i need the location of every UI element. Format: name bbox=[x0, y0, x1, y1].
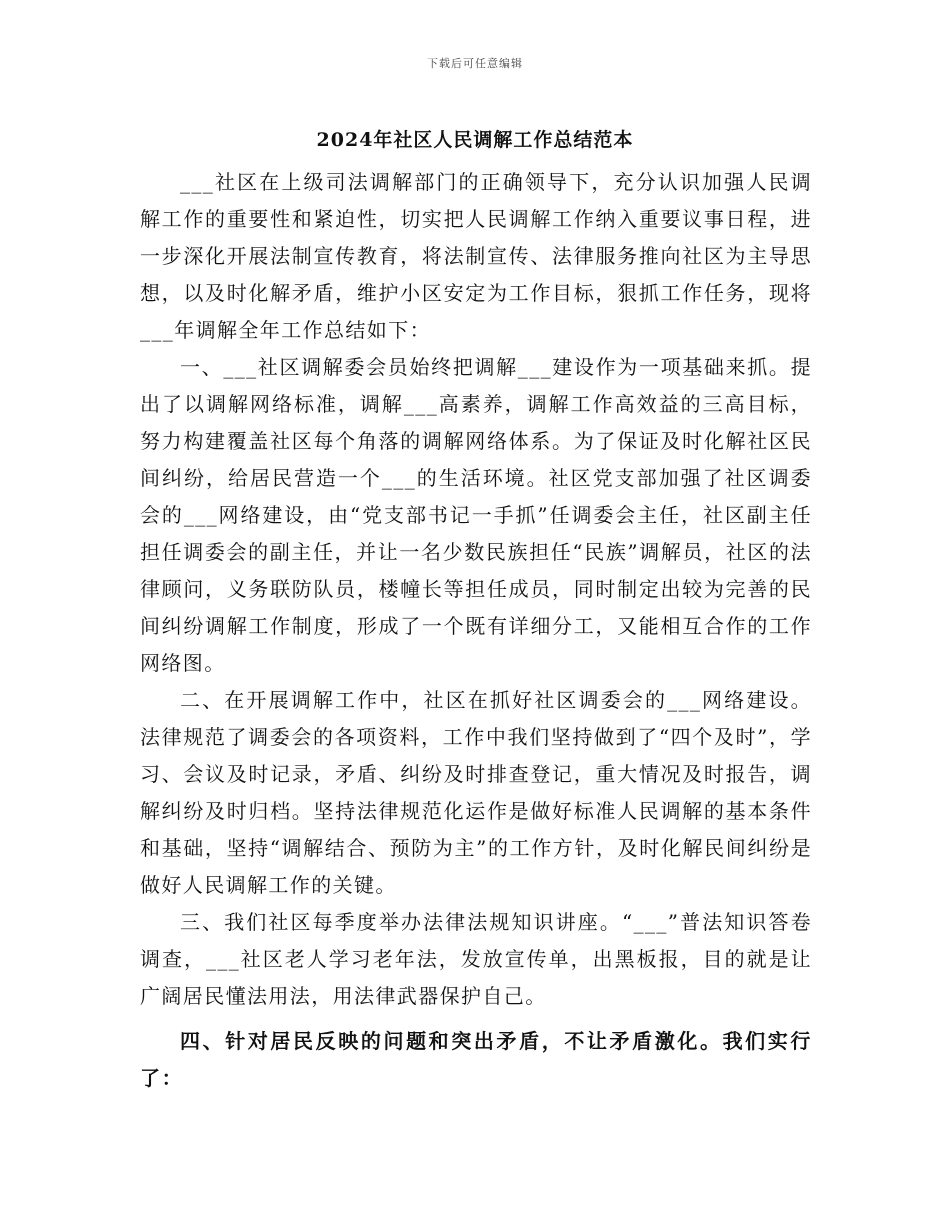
paragraph-section-3: 三、我们社区每季度举办法律法规知识讲座。“___”普法知识答卷调查，___社区老人学习老年法，发放宣传单，出黑板报，目的就是让广阔居民懂法用法，用法律武器保护自己。 bbox=[140, 910, 812, 1008]
document-title: 2024年社区人民调解工作总结范本 bbox=[316, 129, 634, 151]
paragraph-section-4-heading: 四、针对居民反映的问题和突出矛盾，不让矛盾激化。我们实行了： bbox=[140, 1029, 812, 1090]
paragraph-section-1: 一、___社区调解委会员始终把调解___建设作为一项基础来抓。提出了以调解网络标准，调解___高素养，调解工作高效益的三高目标，努力构建覆盖社区每个角落的调解网络体系。为了保证及时化解社区民间纠纷，给居民营造一个___的生活环境。社区党支部加强了社区调委会的___网络建设，由“党支部书记一手抓”任调委会主任，社区副主任担任调委会的副主任，并让一名少数民族担任“民族”调解员，社区的法律顾问，义务联防队员，楼幢长等担任成员，同时制定出较为完善的民间纠纷调解工作制度，形成了一个既有详细分工，又能相互合作的工作网络图。 bbox=[140, 355, 812, 675]
document-body bbox=[140, 164, 812, 1097]
paragraph-intro: ___社区在上级司法调解部门的正确领导下，充分认识加强人民调解工作的重要性和紧迫性，切实把人民调解工作纳入重要议事日程，进一步深化开展法制宣传教育，将法制宣传、法律服务推向社区为主导思想，以及时化解矛盾，维护小区安定为工作目标，狠抓工作任务，现将___年调解全年工作总结如下： bbox=[140, 170, 812, 342]
header-note: 下载后可任意编辑 bbox=[427, 57, 523, 70]
paragraph-section-2: 二、在开展调解工作中，社区在抓好社区调委会的___网络建设。法律规范了调委会的各项资料，工作中我们坚持做到了“四个及时”，学习、会议及时记录，矛盾、纠纷及时排查登记，重大情况及时报告，调解纠纷及时归档。坚持法律规范化运作是做好标准人民调解的基本条件和基础，坚持“调解结合、预防为主”的工作方针，及时化解民间纠纷是做好人民调解工作的关键。 bbox=[140, 688, 812, 897]
